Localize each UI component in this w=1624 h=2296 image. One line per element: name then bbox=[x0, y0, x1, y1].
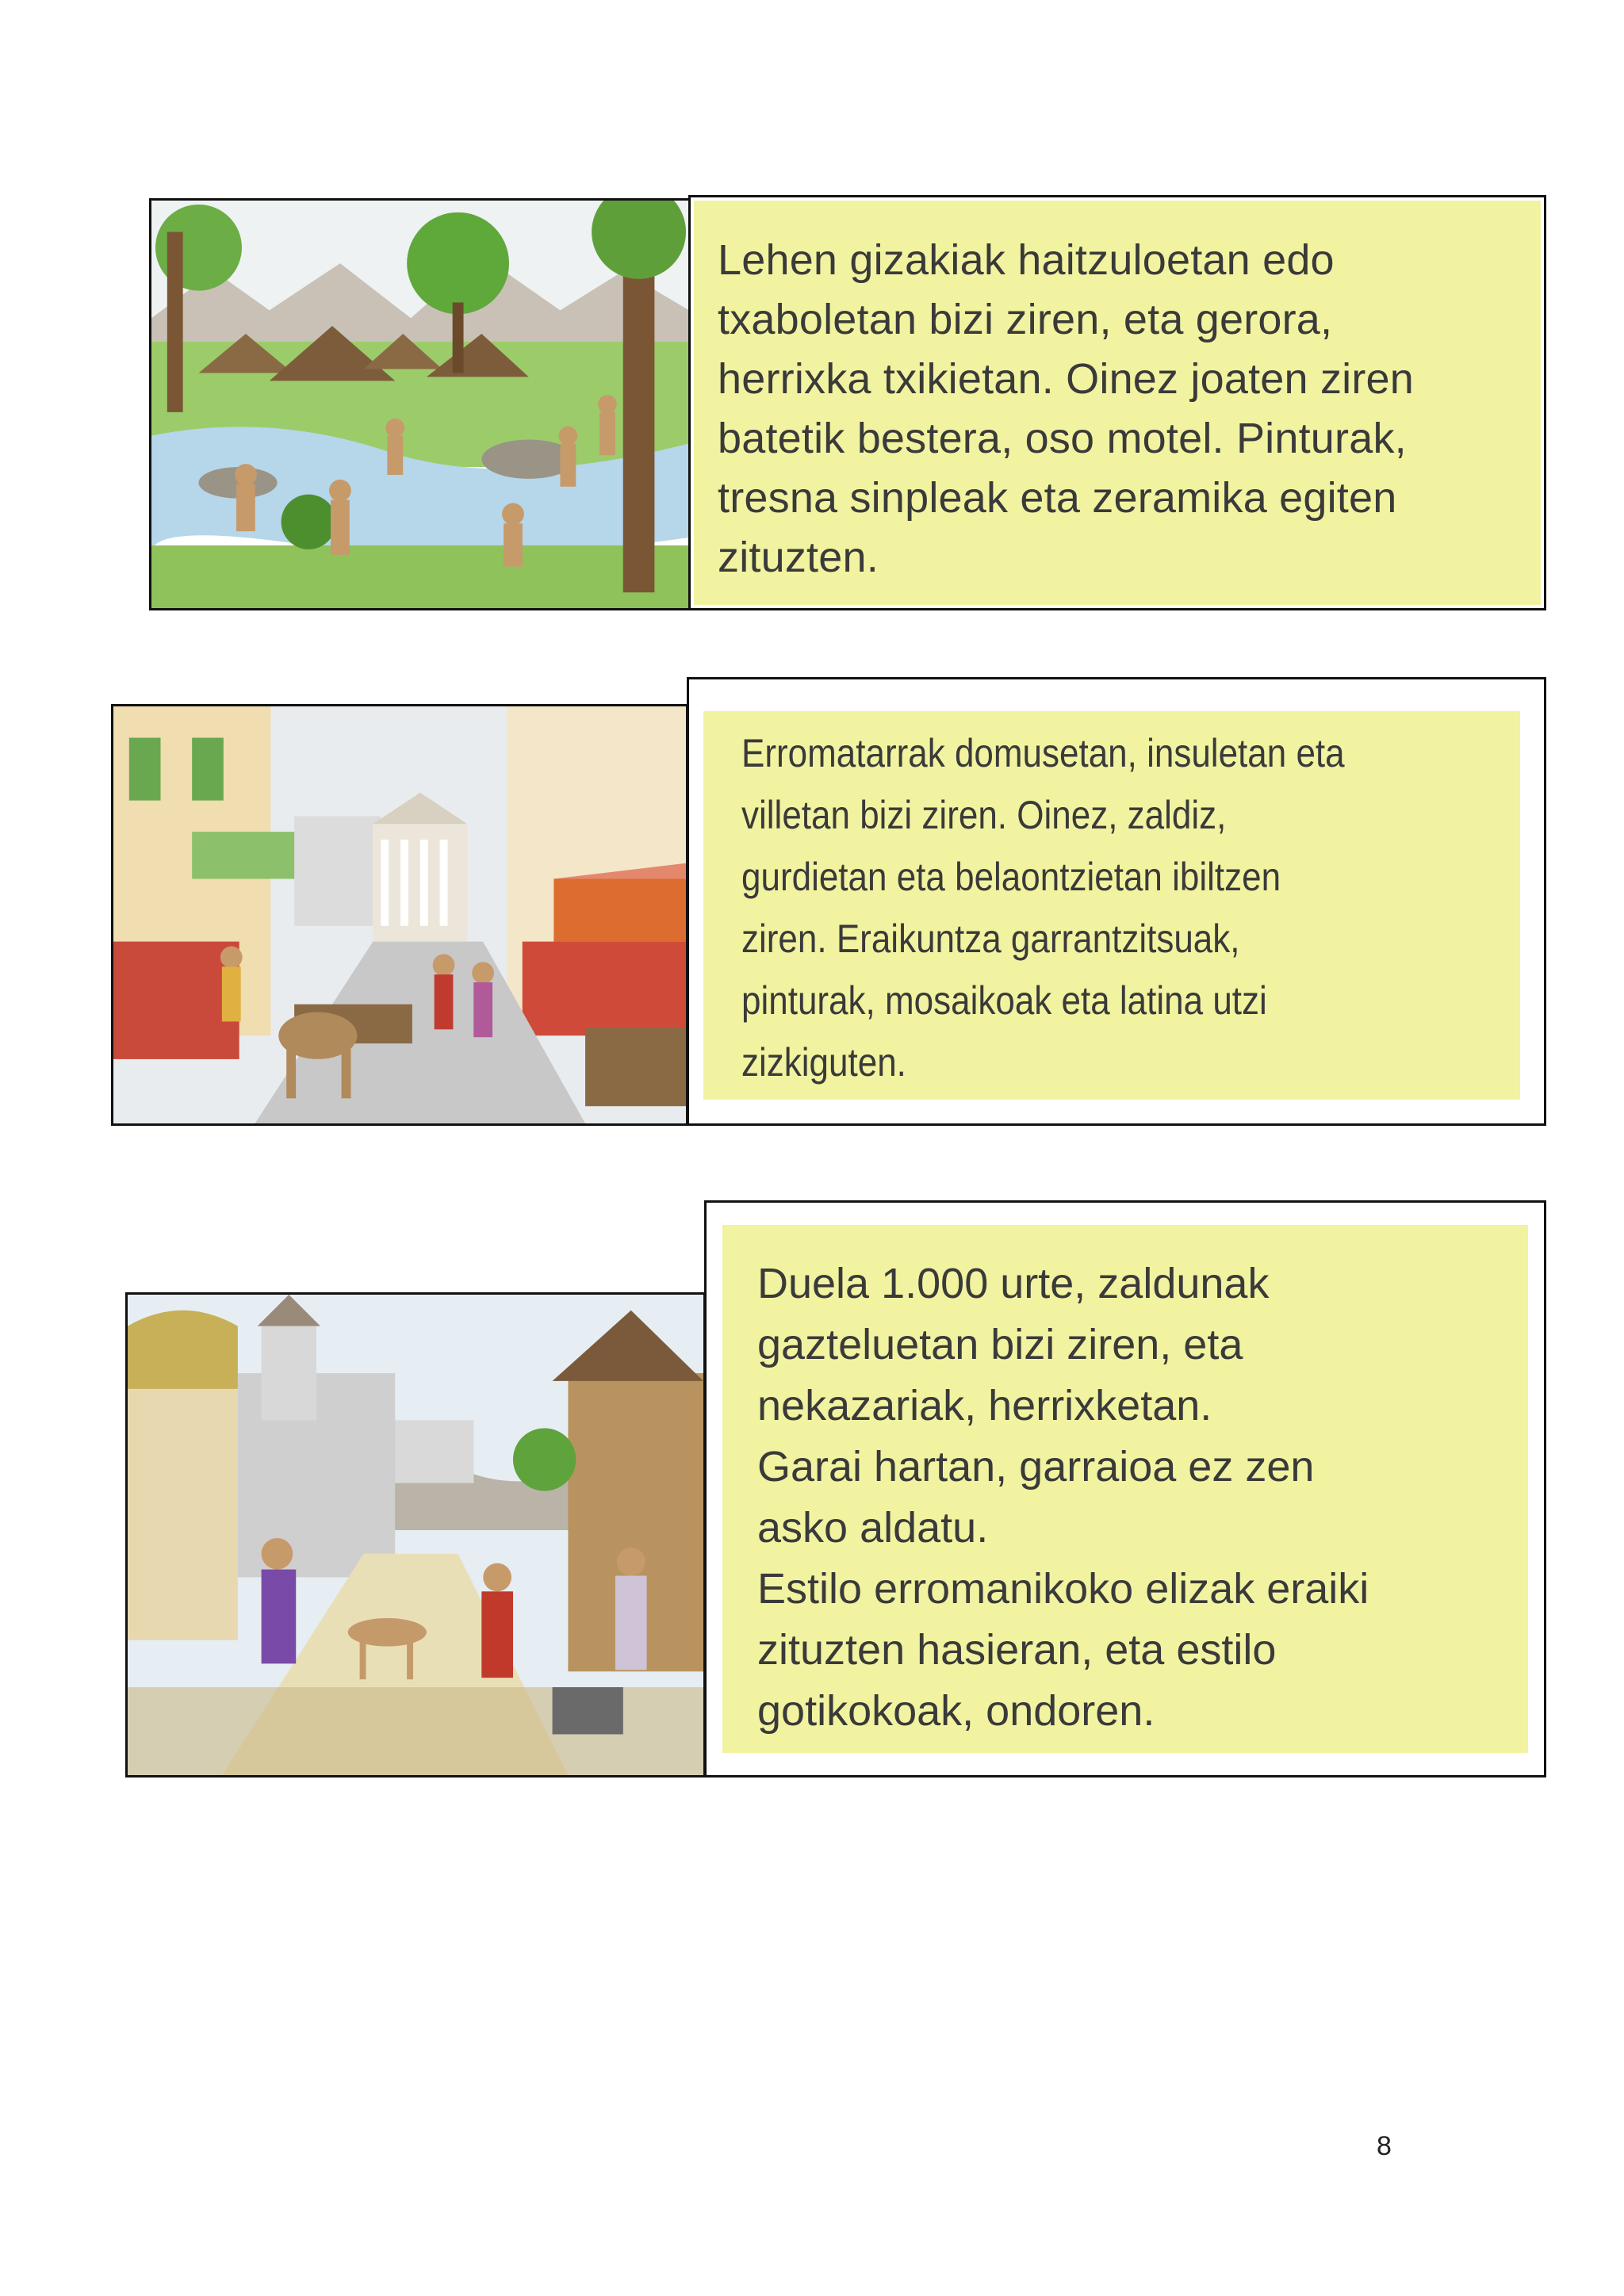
roman-illustration bbox=[111, 704, 688, 1126]
roman-text-box bbox=[703, 711, 1520, 1100]
roman-text-frame bbox=[687, 677, 1546, 1126]
roman-city-image bbox=[113, 706, 686, 1123]
page-number: 8 bbox=[1377, 2131, 1392, 2161]
prehistoric-text-frame bbox=[688, 195, 1546, 610]
medieval-text-box bbox=[722, 1225, 1528, 1753]
prehistoric-text-box bbox=[694, 201, 1541, 605]
roman-description: Erromatarrak domusetan, insuletan eta villetan bizi ziren. Oinez, zaldiz, gurdietan eta belaontzietan ibiltzen ziren. Eraikuntza garrantzitsuak, pinturak, mosaikoak eta latina utzi zizkiguten. bbox=[741, 731, 1345, 1085]
medieval-illustration bbox=[125, 1292, 706, 1777]
medieval-text-frame bbox=[704, 1200, 1546, 1777]
medieval-village-image bbox=[128, 1295, 703, 1775]
prehistoric-illustration bbox=[149, 198, 691, 610]
prehistoric-scene-image bbox=[151, 201, 689, 608]
prehistoric-description: Lehen gizakiak haitzuloetan edo txaboletan bizi ziren, eta gerora, herrixka txikietan. Oinez joaten ziren batetik bestera, oso motel. Pinturak, tresna sinpleak eta zeramika egiten zituzten. bbox=[718, 236, 1415, 581]
medieval-description: Duela 1.000 urte, zaldunak gazteluetan bizi ziren, eta nekazariak, herrixketan. Garai hartan, garraioa ez zen asko aldatu. Estilo erromanikoko elizak eraiki zituzten hasieran, eta estilo gotikokoak, ondoren. bbox=[757, 1260, 1369, 1735]
